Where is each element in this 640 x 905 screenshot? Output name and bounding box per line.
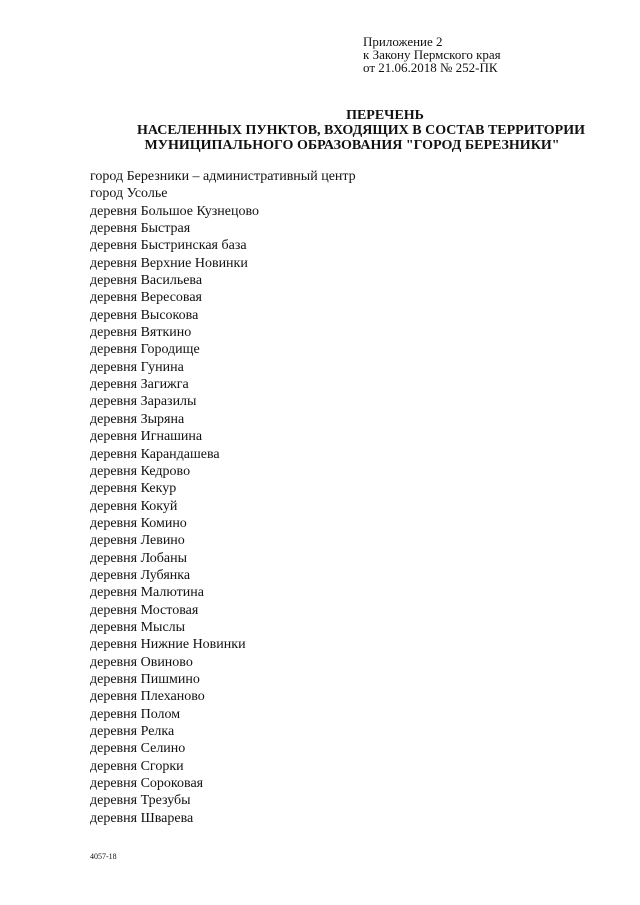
settlement-item: деревня Релка — [90, 724, 175, 739]
settlement-item: деревня Лубянка — [90, 567, 191, 583]
settlement-item: деревня Быстрая — [90, 221, 191, 237]
settlement-item: деревня Нижние Новинки — [90, 637, 246, 653]
settlement-item: деревня Сороковая — [90, 776, 204, 792]
settlement-item: деревня Игнашина — [90, 429, 203, 445]
document-code: 4057-18 — [90, 852, 117, 861]
settlement-item: деревня Гунина — [90, 359, 184, 375]
settlement-item: деревня Загижга — [90, 377, 189, 393]
settlement-item: деревня Комино — [90, 515, 187, 531]
settlement-item: деревня Кокуй — [90, 498, 178, 514]
settlement-item: деревня Заразилы — [90, 394, 197, 410]
settlement-item: деревня Городище — [90, 342, 200, 358]
settlement-item: город Усолье — [90, 186, 168, 202]
settlement-item: деревня Овиново — [90, 654, 193, 670]
title-line-2: НАСЕЛЕННЫХ ПУНКТОВ, ВХОДЯЩИХ В СОСТАВ ТЕРРИТОРИИ — [136, 123, 585, 138]
title-line-3: МУНИЦИПАЛЬНОГО ОБРАЗОВАНИЯ "ГОРОД БЕРЕЗНИКИ" — [144, 138, 560, 153]
settlement-item: деревня Зыряна — [90, 411, 185, 427]
settlement-item: город Березники – административный центр — [90, 169, 356, 184]
settlement-item: деревня Мыслы — [90, 619, 186, 635]
settlement-item: деревня Полом — [90, 706, 181, 722]
settlement-item: деревня Кедрово — [90, 463, 191, 479]
settlement-item: деревня Малютина — [90, 585, 204, 601]
settlement-item: деревня Плеханово — [90, 689, 205, 705]
appendix-line-1: Приложение 2 — [363, 34, 443, 49]
settlement-item: деревня Васильева — [90, 273, 203, 289]
settlement-item: деревня Селино — [90, 741, 186, 757]
settlement-item: деревня Сгорки — [90, 758, 184, 774]
settlement-item: деревня Кекур — [90, 481, 177, 497]
settlement-item: деревня Трезубы — [90, 793, 191, 809]
settlement-item: деревня Большое Кузнецово — [90, 203, 260, 219]
settlement-item: деревня Левино — [90, 533, 185, 549]
settlement-item: деревня Вяткино — [90, 325, 192, 341]
settlement-item: деревня Мостовая — [90, 602, 199, 618]
settlement-item: деревня Высокова — [90, 307, 199, 323]
settlement-item: деревня Карандашева — [90, 446, 220, 462]
settlement-item: деревня Верхние Новинки — [90, 255, 248, 271]
settlement-item: деревня Лобаны — [90, 550, 187, 566]
settlement-item: деревня Пишмино — [90, 671, 200, 687]
settlement-item: деревня Шварева — [90, 810, 194, 826]
settlement-list — [90, 168, 560, 827]
document-title — [80, 108, 600, 153]
appendix-reference — [363, 35, 593, 74]
title-line-1: ПЕРЕЧЕНЬ — [346, 108, 424, 123]
settlement-item: деревня Быстринская база — [90, 238, 247, 254]
appendix-line-2: к Закону Пермского края — [363, 47, 501, 62]
appendix-line-3: от 21.06.2018 № 252-ПК — [363, 60, 498, 75]
settlement-item: деревня Вересовая — [90, 290, 202, 306]
